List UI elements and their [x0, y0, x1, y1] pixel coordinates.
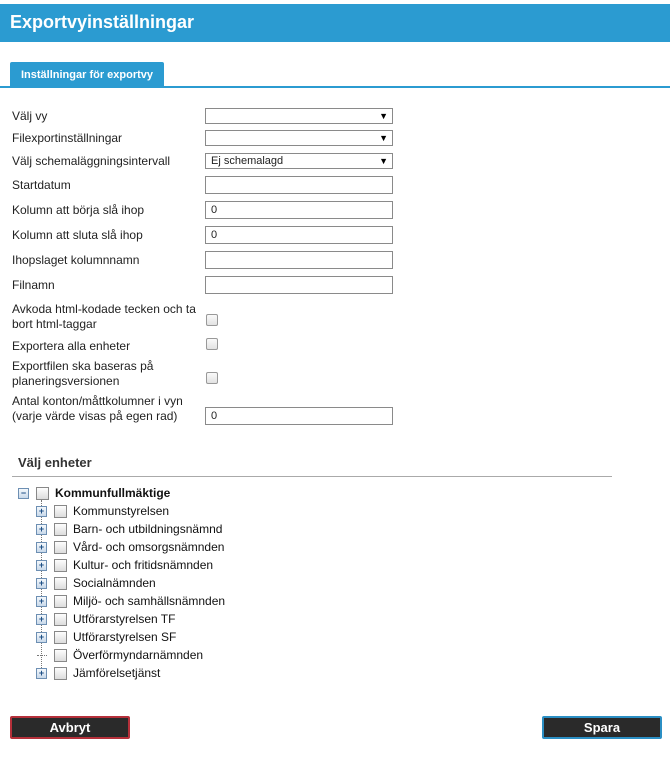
caret-down-icon: ▼: [379, 133, 388, 143]
window-title: Exportvyinställningar: [10, 12, 195, 32]
tree-checkbox[interactable]: [54, 613, 67, 626]
tree-checkbox[interactable]: [54, 505, 67, 518]
cancel-button[interactable]: Avbryt: [10, 716, 130, 739]
tree-label[interactable]: Kultur- och fritidsnämnden: [73, 558, 214, 572]
tree-label[interactable]: Kommunstyrelsen: [73, 504, 170, 518]
tree-checkbox[interactable]: [54, 559, 67, 572]
export-all-units-label: Exportera alla enheter: [12, 339, 131, 353]
tab-strip-line: [0, 86, 670, 88]
plus-square-icon[interactable]: +: [36, 542, 47, 553]
plus-square-icon[interactable]: +: [36, 614, 47, 625]
tree-checkbox[interactable]: [54, 595, 67, 608]
tree-leaf-connector: [37, 655, 47, 656]
save-button[interactable]: Spara: [542, 716, 662, 739]
plus-square-icon[interactable]: +: [36, 668, 47, 679]
decode-html-label-line1: Avkoda html-kodade tecken och ta: [12, 302, 196, 316]
merge-end-column-label: Kolumn att sluta slå ihop: [12, 228, 143, 242]
plus-square-icon[interactable]: +: [36, 560, 47, 571]
account-columns-input[interactable]: 0: [205, 407, 393, 425]
account-columns-label-line1: Antal konton/måttkolumner i vyn: [12, 394, 183, 408]
tree-checkbox[interactable]: [54, 667, 67, 680]
tree-checkbox[interactable]: [54, 649, 67, 662]
base-on-planning-label-line1: Exportfilen ska baseras på: [12, 359, 154, 373]
merged-column-name-label: Ihopslaget kolumnnamn: [12, 253, 140, 267]
tree-label[interactable]: Överförmyndarnämnden: [73, 648, 204, 662]
file-name-input[interactable]: [205, 276, 393, 294]
file-export-settings-label: Filexportinställningar: [12, 131, 123, 145]
schedule-interval-label: Välj schemaläggningsintervall: [12, 154, 171, 168]
account-columns-label-line2: (varje värde visas på egen rad): [12, 409, 178, 423]
plus-square-icon[interactable]: +: [36, 578, 47, 589]
plus-square-icon[interactable]: +: [36, 506, 47, 517]
plus-square-icon[interactable]: +: [36, 596, 47, 607]
caret-down-icon: ▼: [379, 111, 388, 121]
plus-square-icon[interactable]: +: [36, 632, 47, 643]
tree-label[interactable]: Miljö- och samhällsnämnden: [73, 594, 226, 608]
export-all-units-checkbox[interactable]: [206, 338, 218, 350]
tab-export-view-settings[interactable]: Inställningar för exportvy: [10, 62, 164, 88]
tree-label[interactable]: Socialnämnden: [73, 576, 156, 590]
file-name-label: Filnamn: [12, 278, 55, 292]
tree-label[interactable]: Utförarstyrelsen TF: [73, 612, 176, 626]
tree-label[interactable]: Utförarstyrelsen SF: [73, 630, 177, 644]
tree-checkbox[interactable]: [54, 541, 67, 554]
tree-label[interactable]: Jämförelsetjänst: [73, 666, 161, 680]
minus-square-icon[interactable]: −: [18, 488, 29, 499]
units-section-title: Välj enheter: [18, 455, 92, 470]
tree-checkbox-root[interactable]: [36, 487, 49, 500]
units-section-divider: [12, 476, 612, 477]
tree-checkbox[interactable]: [54, 523, 67, 536]
merge-start-column-label: Kolumn att börja slå ihop: [12, 203, 145, 217]
choose-view-select[interactable]: [205, 108, 393, 124]
plus-square-icon[interactable]: +: [36, 524, 47, 535]
tree-checkbox[interactable]: [54, 631, 67, 644]
start-date-input[interactable]: [205, 176, 393, 194]
caret-down-icon: ▼: [379, 156, 388, 166]
schedule-interval-select[interactable]: [205, 153, 393, 169]
title-bar: [0, 4, 670, 42]
merge-start-column-input[interactable]: 0: [205, 201, 393, 219]
tree-label-root[interactable]: Kommunfullmäktige: [55, 486, 171, 500]
tree-checkbox[interactable]: [54, 577, 67, 590]
merged-column-name-input[interactable]: [205, 251, 393, 269]
tree-label[interactable]: Barn- och utbildningsnämnd: [73, 522, 223, 536]
schedule-interval-value: Ej schemalagd: [211, 155, 284, 167]
choose-view-label: Välj vy: [12, 109, 48, 123]
file-export-settings-select[interactable]: [205, 130, 393, 146]
decode-html-label-line2: bort html-taggar: [12, 317, 97, 331]
merge-end-column-input[interactable]: 0: [205, 226, 393, 244]
base-on-planning-checkbox[interactable]: [206, 372, 218, 384]
start-date-label: Startdatum: [12, 178, 71, 192]
decode-html-checkbox[interactable]: [206, 314, 218, 326]
tree-label[interactable]: Vård- och omsorgsnämnden: [73, 540, 225, 554]
base-on-planning-label-line2: planeringsversionen: [12, 374, 120, 388]
